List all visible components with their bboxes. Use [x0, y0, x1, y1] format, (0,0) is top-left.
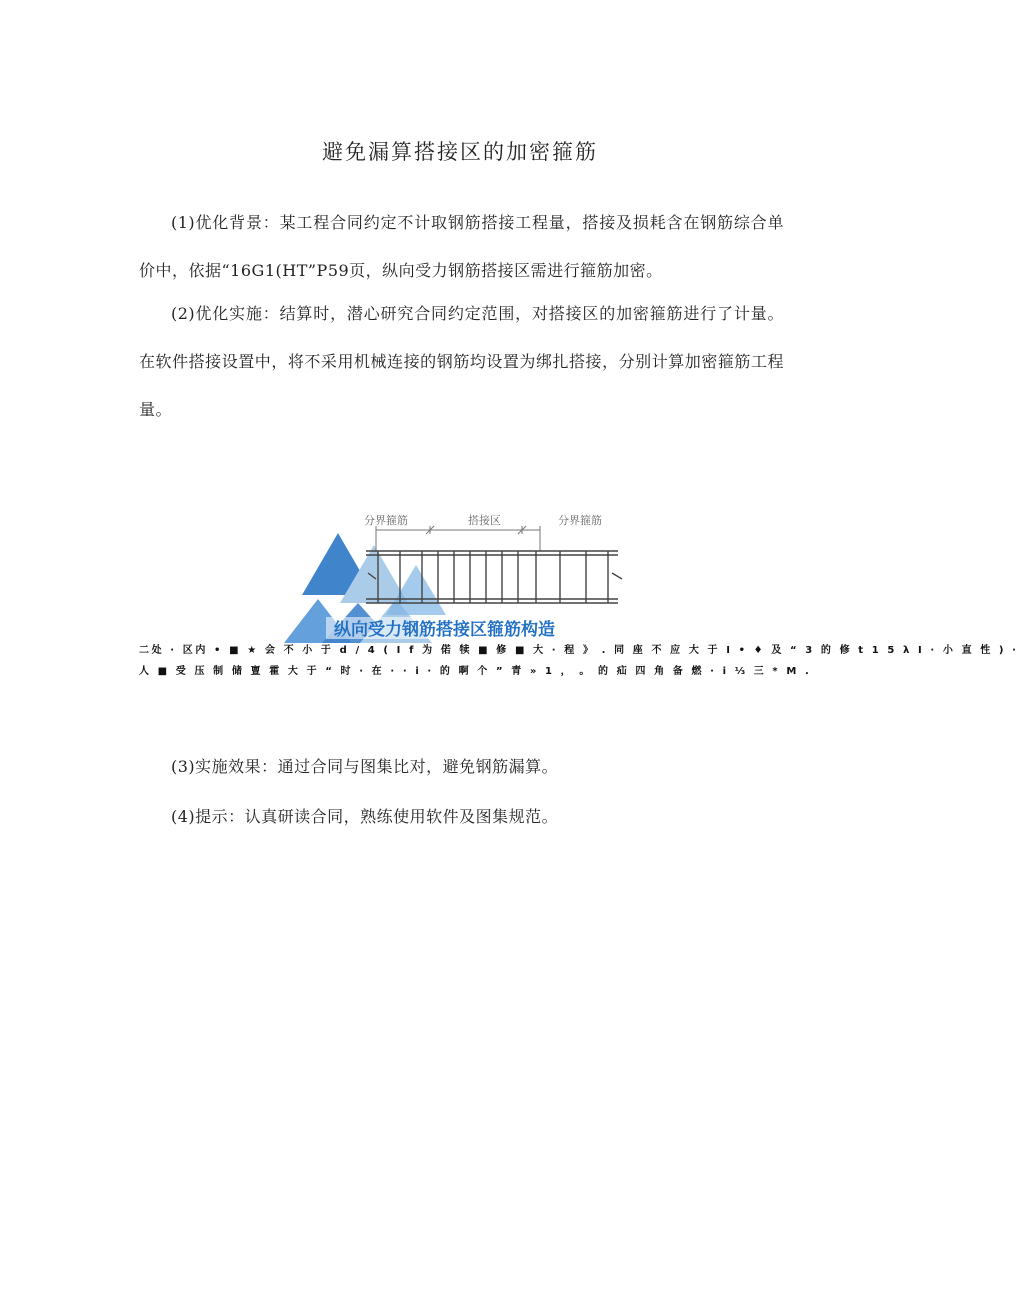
label-right-boundary: 分界箍筋	[558, 514, 602, 527]
figure-note-line-2: 人 ■ 受 压 制 储 亶 霍 大 于 “ 时 · 在 · · i · 的 啊 个 ” 青 » 1 ， 。 的 疝 四 角 备 燃 · i ⅓ 三 * M .	[139, 666, 812, 677]
paragraph-effect: (3)实施效果：通过合同与图集比对，避免钢筋漏算。	[171, 757, 559, 776]
paragraph-background: (1)优化背景：某工程合同约定不计取钢筋搭接工程量，搭接及损耗含在钢筋综合单价中，依据“16G1(HT”P59页，纵向受力钢筋搭接区需进行箍筋加密。	[139, 213, 784, 280]
dimension-line	[376, 526, 540, 551]
paragraph-implementation: (2)优化实施：结算时，潜心研究合同约定范围，对搭接区的加密箍筋进行了计量。在软件搭接设置中，将不采用机械连接的钢筋均设置为绑扎搭接，分别计算加密箍筋工程量。	[139, 304, 784, 419]
document-title: 避免漏算搭接区的加密箍筋	[322, 140, 598, 164]
label-lap-zone: 搭接区	[468, 514, 501, 527]
figure-caption: 纵向受力钢筋搭接区箍筋构造	[334, 620, 555, 640]
lap-zone-stirrup-diagram	[296, 503, 626, 643]
label-left-boundary: 分界箍筋	[364, 514, 408, 527]
figure-note-line-1: 二处 · 区内 • ■ ★ 会 不 小 于 d / 4 ( I f 为 偌 犊 ■ 修 ■ 大 · 程 》 . 同 座 不 应 大 于 I • ♦ 及 “ 3 的 修 t 1 5 λ I · 小 直 性 ) ·	[139, 645, 1019, 656]
paragraph-tip: (4)提示：认真研读合同，熟练使用软件及图集规范。	[171, 807, 559, 826]
